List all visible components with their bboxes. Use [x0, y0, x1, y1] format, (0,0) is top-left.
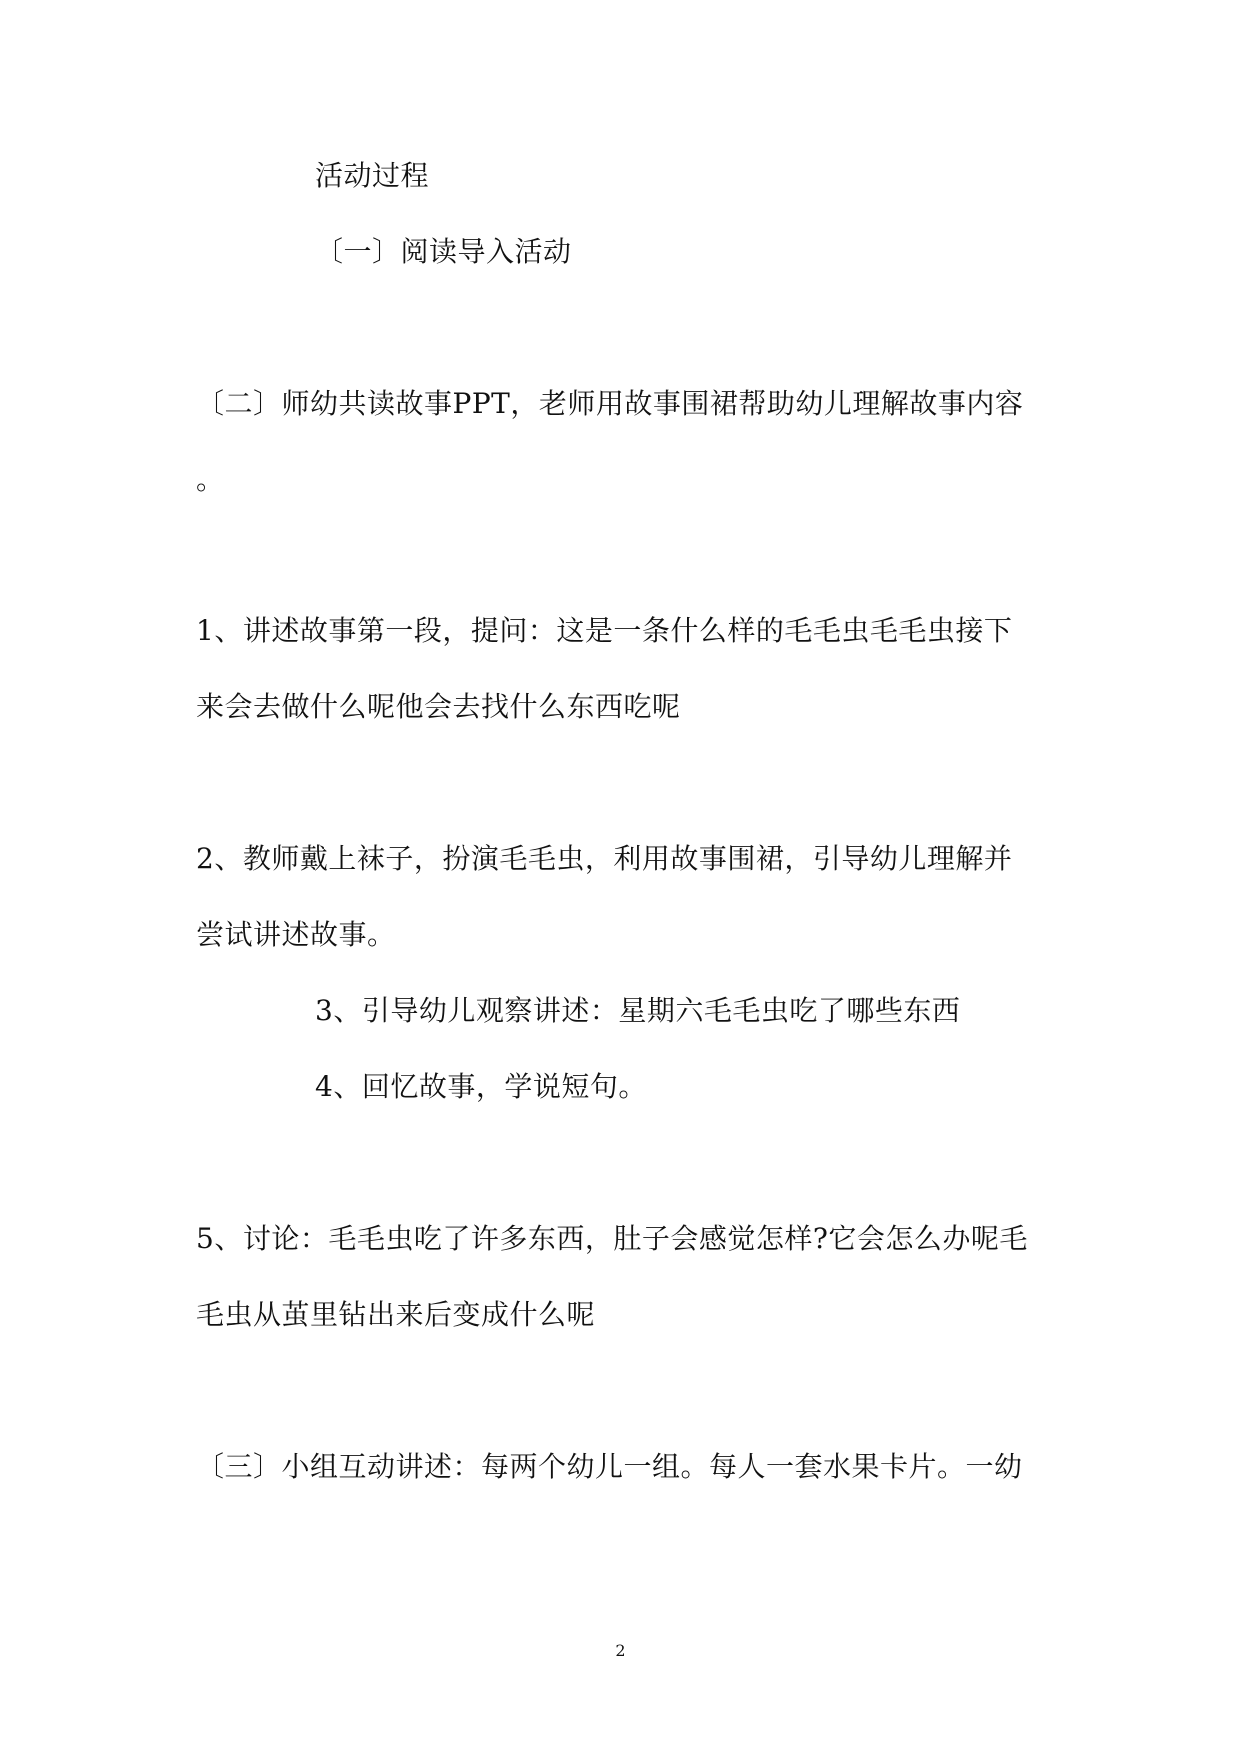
item-2-line-1: 2、教师戴上袜子，扮演毛毛虫，利用故事围裙，引导幼儿理解并 — [196, 842, 1013, 875]
section-1-title: 〔一〕阅读导入活动 — [315, 235, 572, 268]
section-2-line-1: 〔二〕师幼共读故事PPT，老师用故事围裙帮助幼儿理解故事内容 — [196, 387, 1024, 420]
page-number: 2 — [615, 1641, 626, 1660]
item-2-line-2: 尝试讲述故事。 — [196, 918, 396, 951]
section-heading: 活动过程 — [315, 159, 430, 192]
item-5-line-2: 毛虫从茧里钻出来后变成什么呢 — [196, 1298, 596, 1331]
section-3-line-1: 〔三〕小组互动讲述：每两个幼儿一组。每人一套水果卡片。一幼 — [196, 1450, 1023, 1483]
item-1-line-2: 来会去做什么呢他会去找什么东西吃呢 — [196, 690, 681, 723]
section-2-line-2: 。 — [196, 463, 225, 496]
item-3: 3、引导幼儿观察讲述：星期六毛毛虫吃了哪些东西 — [315, 994, 961, 1027]
item-5-line-1: 5、讨论：毛毛虫吃了许多东西，肚子会感觉怎样?它会怎么办呢毛 — [196, 1222, 1028, 1255]
item-4: 4、回忆故事，学说短句。 — [315, 1070, 647, 1103]
item-1-line-1: 1、讲述故事第一段，提问：这是一条什么样的毛毛虫毛毛虫接下 — [196, 614, 1013, 647]
